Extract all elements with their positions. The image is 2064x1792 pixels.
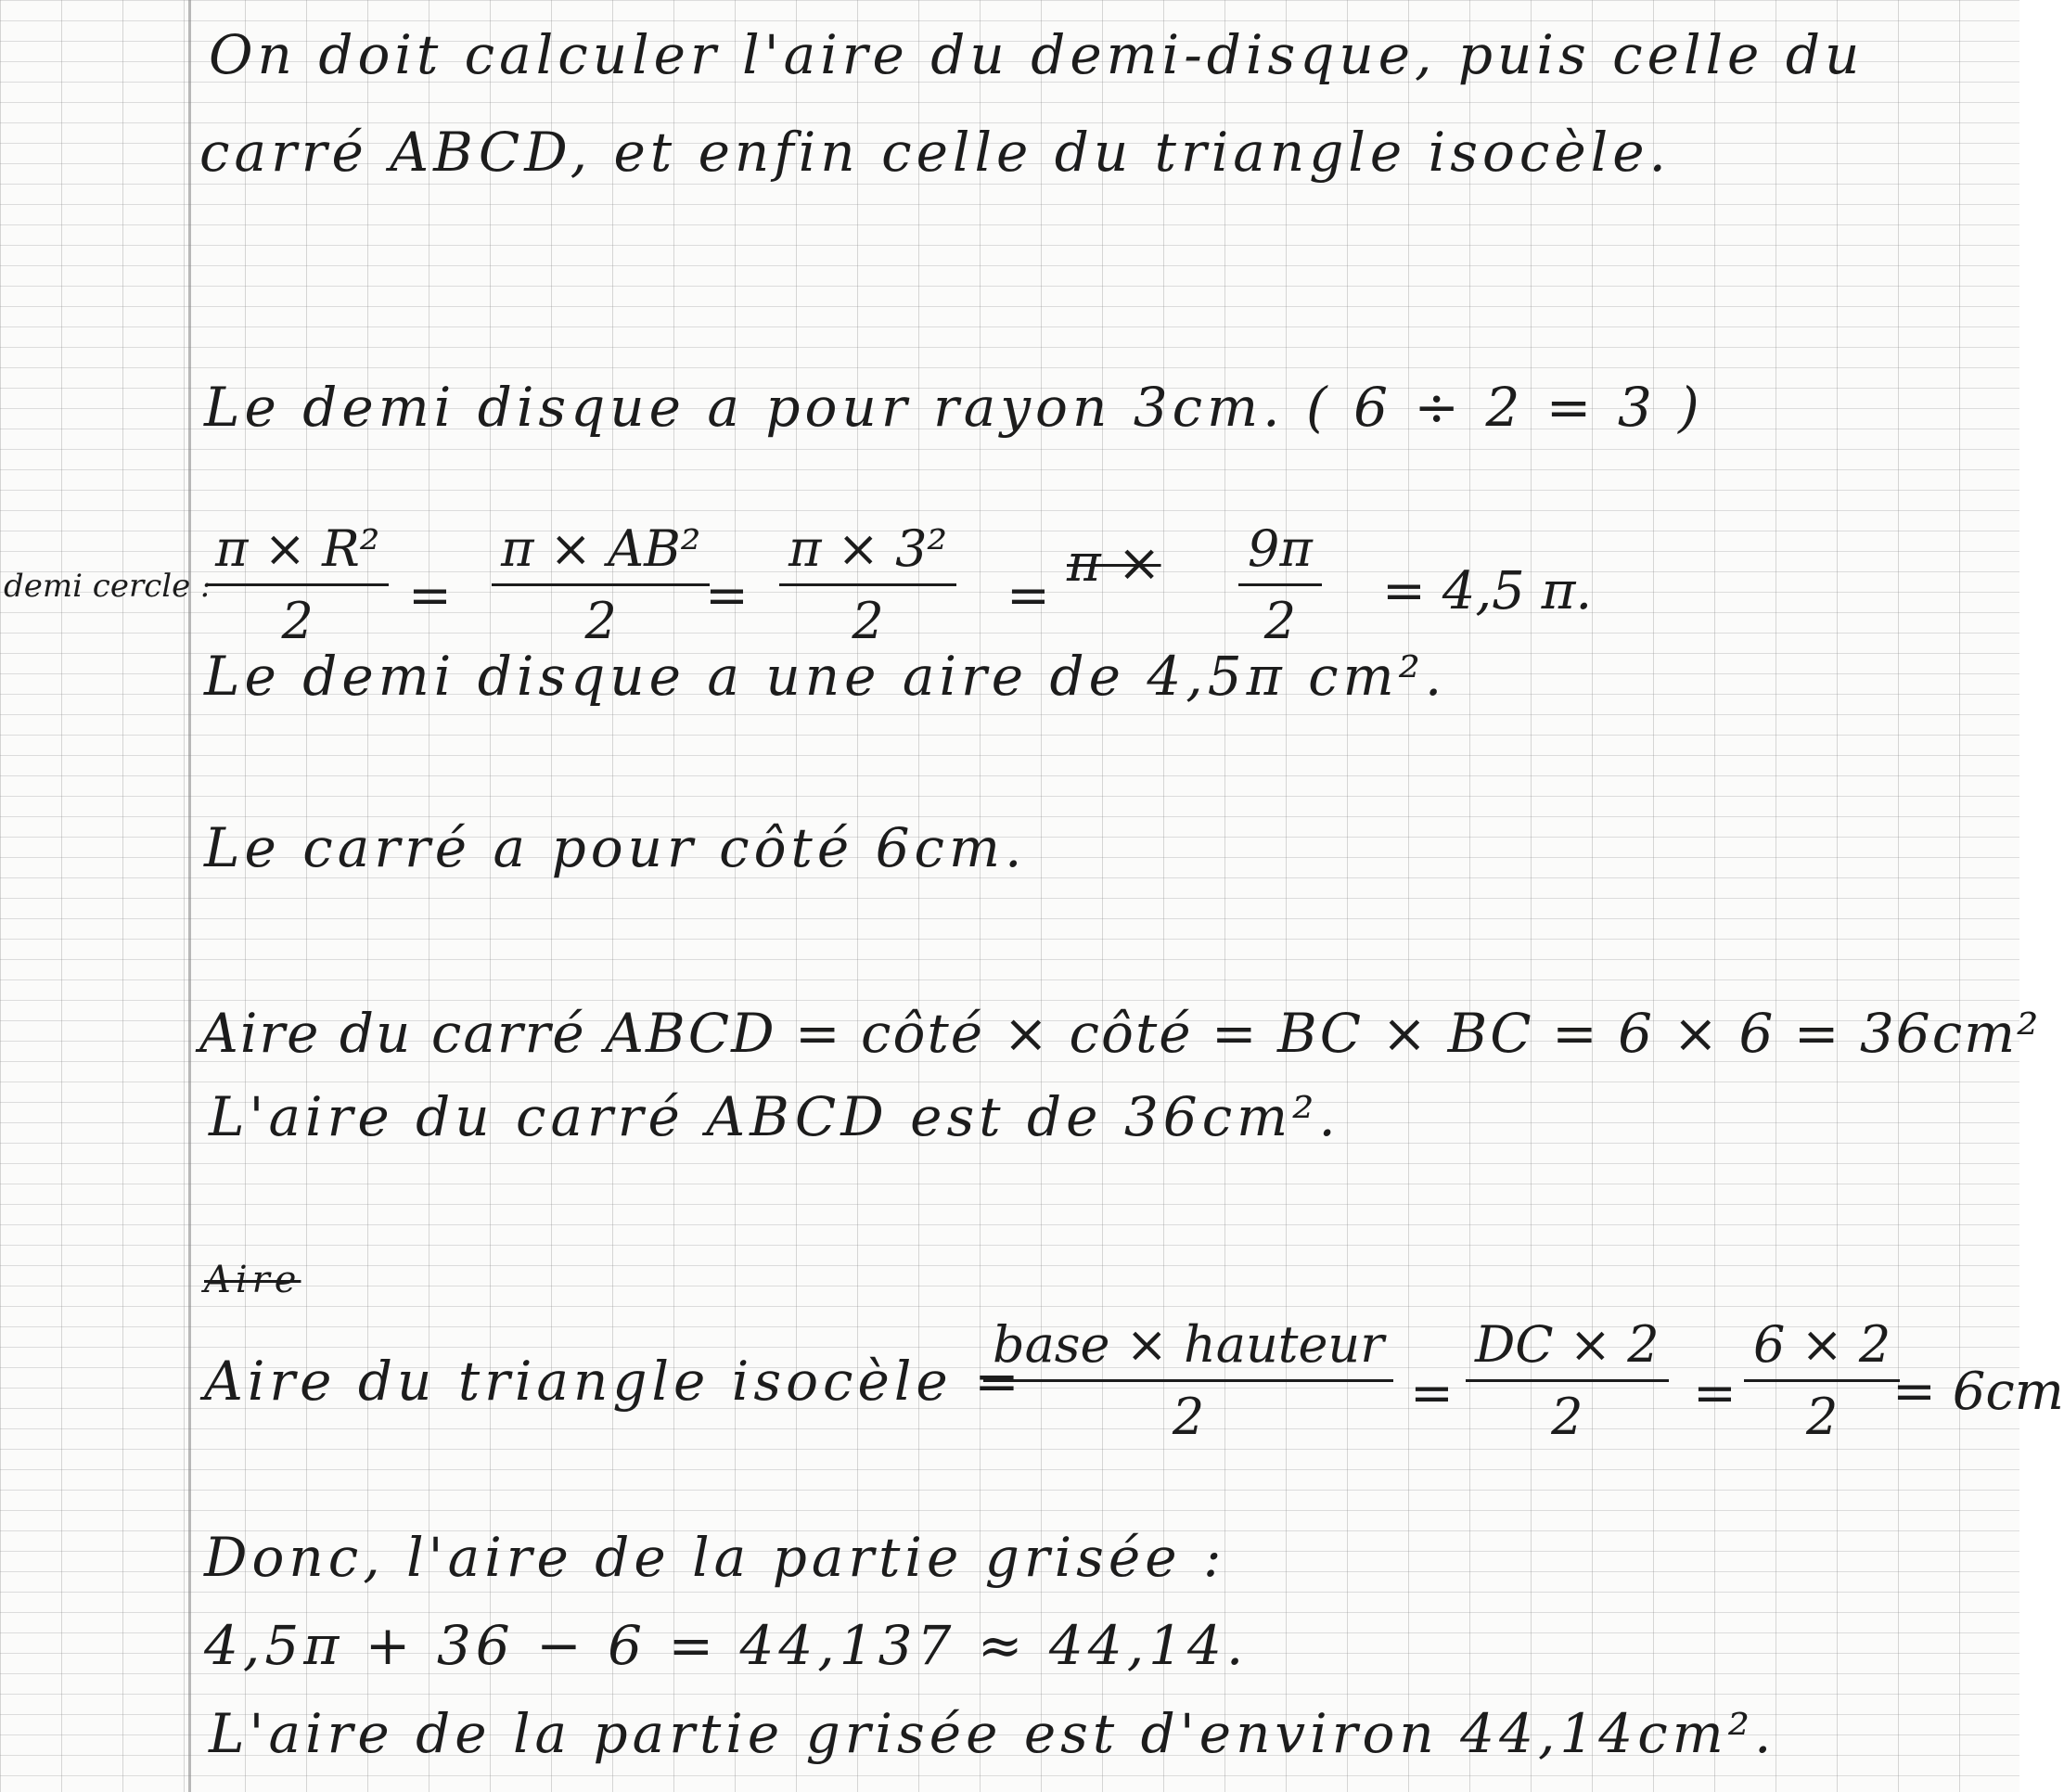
- fraction-pi-three-squared: [779, 519, 956, 650]
- intro-line-2: carré ABCD, et enfin celle du triangle isocèle.: [199, 121, 1671, 184]
- fraction-numerator: π × 3²: [779, 519, 956, 586]
- equals-sign: =: [1006, 566, 1050, 626]
- square-side-line: Le carré a pour côté 6cm.: [204, 816, 1027, 879]
- equals-sign: =: [408, 566, 452, 626]
- fraction-denominator: 2: [1172, 1388, 1205, 1446]
- fraction-six-times-two: [1744, 1315, 1900, 1446]
- margin-line: [188, 0, 191, 1792]
- demi-cercle-label: demi cercle :: [4, 568, 212, 605]
- fraction-denominator: 2: [1805, 1388, 1839, 1446]
- fraction-dc-times-two: [1466, 1315, 1669, 1446]
- half-disc-conclusion: Le demi disque a une aire de 4,5π cm².: [204, 645, 1447, 708]
- final-conclusion: L'aire de la partie grisée est d'environ 44,14cm².: [209, 1702, 1776, 1765]
- fraction-numerator: 9π: [1238, 519, 1322, 586]
- intro-line-1: On doit calculer l'aire du demi-disque, puis celle du: [209, 23, 1865, 86]
- fraction-numerator: DC × 2: [1466, 1315, 1669, 1382]
- final-heading: Donc, l'aire de la partie grisée :: [204, 1526, 1226, 1589]
- fraction-nine-pi: [1238, 519, 1322, 650]
- triangle-result: = 6cm: [1892, 1362, 2064, 1422]
- struck-term: π ×: [1067, 533, 1161, 594]
- fraction-numerator: 6 × 2: [1744, 1315, 1900, 1382]
- triangle-label: Aire du triangle isocèle =: [204, 1350, 1024, 1413]
- final-calculation: 4,5π + 36 − 6 = 44,137 ≈ 44,14.: [204, 1614, 1249, 1677]
- fraction-denominator: 2: [584, 592, 617, 650]
- equals-sign: =: [705, 566, 749, 626]
- square-conclusion: L'aire du carré ABCD est de 36cm².: [209, 1085, 1340, 1148]
- fraction-numerator: π × AB²: [492, 519, 710, 586]
- fraction-numerator: base × hauteur: [983, 1315, 1393, 1382]
- radius-line: Le demi disque a pour rayon 3cm. ( 6 ÷ 2 = 3 ): [204, 376, 1704, 439]
- equals-sign: =: [1410, 1363, 1454, 1424]
- fraction-denominator: 2: [852, 592, 884, 650]
- fraction-denominator: 2: [281, 592, 314, 650]
- square-area-line: Aire du carré ABCD = côté × côté = BC × BC = 6 × 6 = 36cm²: [199, 1002, 2041, 1065]
- fraction-denominator: 2: [1263, 592, 1297, 650]
- fraction-base-height: [983, 1315, 1393, 1446]
- fraction-denominator: 2: [1551, 1388, 1583, 1446]
- struck-word: Aire: [204, 1259, 301, 1301]
- fraction-pi-ab-squared: [492, 519, 710, 650]
- fraction-numerator: π × R²: [206, 519, 389, 586]
- half-disc-result: = 4,5 π.: [1382, 561, 1593, 621]
- fraction-pi-r-squared: [206, 519, 389, 650]
- equals-sign: =: [1693, 1363, 1737, 1424]
